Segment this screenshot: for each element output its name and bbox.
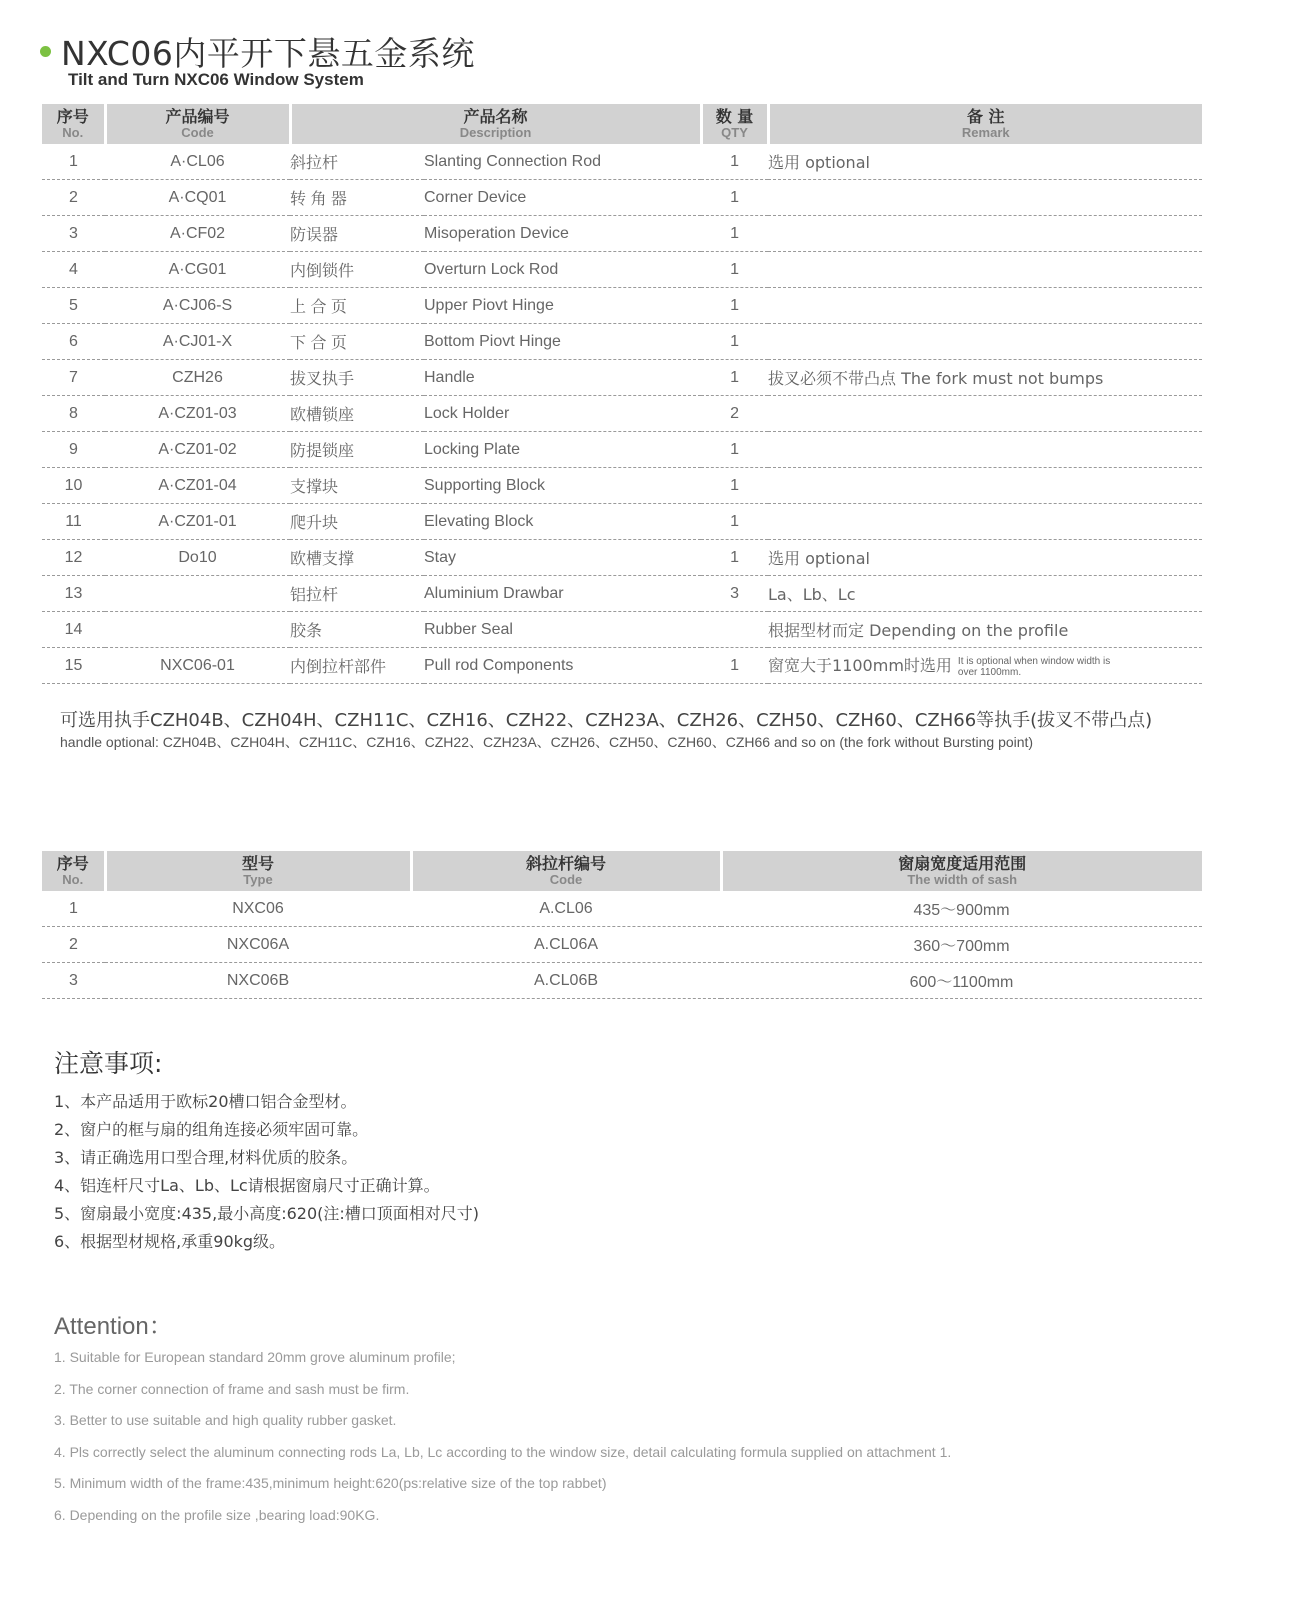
product-code: A·CZ01-03 (105, 396, 290, 432)
product-name-en: Lock Holder (424, 396, 701, 432)
table-row (42, 144, 1202, 180)
remark (768, 540, 1202, 576)
list-item: 5. Minimum width of the frame:435,minimum height:620(ps:relative size of the top rabbet) (54, 1475, 607, 1491)
header-type: 型号 Type (105, 851, 411, 891)
product-name-en: Corner Device (424, 180, 701, 216)
list-item: 3、请正确选用口型合理,材料优质的胶条。 (54, 1148, 358, 1167)
quantity: 1 (701, 360, 768, 396)
product-code: A·CJ06-S (105, 288, 290, 324)
attention-en-title: Attention： (54, 1313, 173, 1340)
remark-text: 窗宽大于1100mm时选用 (768, 656, 952, 676)
quantity: 1 (701, 504, 768, 540)
rod-code: A.CL06 (411, 891, 721, 927)
parts-table (42, 104, 1202, 684)
table-row (42, 927, 1202, 963)
product-code (105, 612, 290, 648)
product-name-en: Pull rod Components (424, 648, 701, 684)
table-row (42, 252, 1202, 288)
remark (768, 360, 1202, 396)
row-number: 5 (42, 288, 105, 324)
row-number: 10 (42, 468, 105, 504)
quantity: 3 (701, 576, 768, 612)
list-item: 2、窗户的框与扇的组角连接必须牢固可靠。 (54, 1120, 369, 1139)
remark (768, 468, 1202, 504)
attention-cn-title: 注意事项: (54, 1049, 163, 1078)
rod-code: A.CL06B (411, 963, 721, 999)
rod-code: A.CL06A (411, 927, 721, 963)
row-number: 1 (42, 144, 105, 180)
product-name-cn: 铝拉杆 (290, 576, 424, 612)
product-code: A·CL06 (105, 144, 290, 180)
header-code: 产品编号 Code (105, 104, 290, 144)
row-number: 3 (42, 216, 105, 252)
list-item: 5、窗扇最小宽度:435,最小高度:620(注:槽口顶面相对尺寸) (54, 1204, 480, 1223)
title-row (40, 28, 475, 75)
list-item: 4. Pls correctly select the aluminum connecting rods La, Lb, Lc according to the window size, detail calculating formula supplied on attachment 1. (54, 1443, 952, 1460)
row-number: 14 (42, 612, 105, 648)
quantity: 1 (701, 324, 768, 360)
list-item: 6. Depending on the profile size ,bearing load:90KG. (54, 1506, 380, 1523)
product-name-cn: 爬升块 (290, 504, 424, 540)
quantity: 1 (701, 288, 768, 324)
product-code: A·CG01 (105, 252, 290, 288)
header-rod-code: 斜拉杆编号 Code (411, 851, 721, 891)
remark-text: 拔叉必须不带凸点 The fork must not bumps (768, 369, 1104, 388)
product-name-en: Locking Plate (424, 432, 701, 468)
remark-text: 选用 optional (768, 153, 870, 172)
quantity: 1 (701, 540, 768, 576)
product-name-cn: 防提锁座 (290, 432, 424, 468)
table-row (42, 504, 1202, 540)
row-number: 2 (42, 927, 105, 963)
row-number: 9 (42, 432, 105, 468)
table-row (42, 180, 1202, 216)
list-item: 1、本产品适用于欧标20槽口铝合金型材。 (54, 1092, 357, 1111)
product-name-cn: 内倒锁件 (290, 252, 424, 288)
row-number: 15 (42, 648, 105, 684)
product-name-cn: 上 合 页 (290, 288, 424, 324)
product-code: A·CZ01-01 (105, 504, 290, 540)
table-row (42, 576, 1202, 612)
sash-width-range: 360～700mm (721, 927, 1202, 963)
product-name-cn: 支撑块 (290, 468, 424, 504)
page-title: NXC06内平开下悬五金系统 (61, 34, 475, 73)
product-code (105, 576, 290, 612)
product-name-cn: 下 合 页 (290, 324, 424, 360)
remark (768, 216, 1202, 252)
product-name-cn: 斜拉杆 (290, 144, 424, 180)
table-row (42, 396, 1202, 432)
remark (768, 324, 1202, 360)
table-row (42, 612, 1202, 648)
header-no: 序号 No. (42, 851, 105, 891)
header-qty: 数 量 QTY (701, 104, 768, 144)
attention-en-list (54, 1342, 951, 1531)
sash-width-range: 600～1100mm (721, 963, 1202, 999)
row-number: 3 (42, 963, 105, 999)
model-type: NXC06A (105, 927, 411, 963)
row-number: 8 (42, 396, 105, 432)
page-subtitle: Tilt and Turn NXC06 Window System (68, 70, 364, 89)
remark-small-note: It is optional when window width is over 1100mm. (957, 655, 1111, 678)
quantity: 1 (701, 432, 768, 468)
product-code: NXC06-01 (105, 648, 290, 684)
product-name-cn: 胶条 (290, 612, 424, 648)
sash-width-range: 435～900mm (721, 891, 1202, 927)
remark (768, 432, 1202, 468)
list-item: 1. Suitable for European standard 20mm grove aluminum profile; (54, 1349, 456, 1365)
handle-note-cn: 可选用执手CZH04B、CZH04H、CZH11C、CZH16、CZH22、CZH23A、CZH26、CZH50、CZH60、CZH66等执手(拔叉不带凸点) (60, 710, 1153, 731)
product-code: A·CZ01-02 (105, 432, 290, 468)
table-row (42, 540, 1202, 576)
product-name-en: Bottom Piovt Hinge (424, 324, 701, 360)
quantity (701, 612, 768, 648)
row-number: 6 (42, 324, 105, 360)
table-row (42, 891, 1202, 927)
product-name-en: Supporting Block (424, 468, 701, 504)
product-code: A·CF02 (105, 216, 290, 252)
header-no: 序号 No. (42, 104, 105, 144)
row-number: 13 (42, 576, 105, 612)
product-name-en: Upper Piovt Hinge (424, 288, 701, 324)
table-row (42, 468, 1202, 504)
row-number: 4 (42, 252, 105, 288)
product-name-cn: 转 角 器 (290, 180, 424, 216)
product-code: Do10 (105, 540, 290, 576)
table-row (42, 432, 1202, 468)
list-item: 2. The corner connection of frame and sash must be firm. (54, 1380, 410, 1397)
remark-text: 选用 optional (768, 549, 870, 568)
remark-text: 根据型材而定 Depending on the profile (768, 621, 1069, 640)
row-number: 7 (42, 360, 105, 396)
product-name-en: Slanting Connection Rod (424, 144, 701, 180)
row-number: 1 (42, 891, 105, 927)
header-remark: 备 注 Remark (768, 104, 1202, 144)
handle-note-en: handle optional: CZH04B、CZH04H、CZH11C、CZH16、CZH22、CZH23A、CZH26、CZH50、CZH60、CZH66 and so on (the fork without Bursting point) (60, 734, 1034, 750)
table-row (42, 360, 1202, 396)
product-name-cn: 欧槽锁座 (290, 396, 424, 432)
model-type: NXC06B (105, 963, 411, 999)
quantity: 1 (701, 216, 768, 252)
remark-text: La、Lb、Lc (768, 585, 856, 604)
attention-cn-list (54, 1088, 479, 1256)
row-number: 12 (42, 540, 105, 576)
remark (768, 396, 1202, 432)
parts-table-header (42, 104, 1202, 144)
model-type: NXC06 (105, 891, 411, 927)
bullet-dot-icon (40, 46, 51, 57)
table-row (42, 324, 1202, 360)
table-row (42, 216, 1202, 252)
remark (768, 504, 1202, 540)
remark (768, 252, 1202, 288)
list-item: 3. Better to use suitable and high quality rubber gasket. (54, 1412, 397, 1428)
remark (768, 180, 1202, 216)
table-row (42, 963, 1202, 999)
product-name-cn: 防误器 (290, 216, 424, 252)
remark (768, 288, 1202, 324)
product-name-en: Handle (424, 360, 701, 396)
list-item: 6、根据型材规格,承重90kg级。 (54, 1232, 286, 1251)
quantity: 1 (701, 468, 768, 504)
list-item: 4、铝连杆尺寸La、Lb、Lc请根据窗扇尺寸正确计算。 (54, 1176, 440, 1195)
table-row (42, 648, 1202, 684)
product-code: A·CZ01-04 (105, 468, 290, 504)
quantity: 1 (701, 648, 768, 684)
product-name-cn: 欧槽支撑 (290, 540, 424, 576)
remark (768, 576, 1202, 612)
product-code: A·CJ01-X (105, 324, 290, 360)
product-name-cn: 内倒拉杆部件 (290, 648, 424, 684)
table-row (42, 288, 1202, 324)
remark (768, 612, 1202, 648)
remark (768, 648, 1202, 684)
quantity: 1 (701, 180, 768, 216)
row-number: 11 (42, 504, 105, 540)
product-name-cn: 拔叉执手 (290, 360, 424, 396)
quantity: 2 (701, 396, 768, 432)
product-name-en: Stay (424, 540, 701, 576)
product-name-en: Aluminium Drawbar (424, 576, 701, 612)
row-number: 2 (42, 180, 105, 216)
remark (768, 144, 1202, 180)
product-code: CZH26 (105, 360, 290, 396)
header-description: 产品名称 Description (290, 104, 701, 144)
product-name-en: Misoperation Device (424, 216, 701, 252)
product-code: A·CQ01 (105, 180, 290, 216)
product-name-en: Overturn Lock Rod (424, 252, 701, 288)
header-sash-width: 窗扇宽度适用范围 The width of sash (721, 851, 1202, 891)
quantity: 1 (701, 252, 768, 288)
product-name-en: Elevating Block (424, 504, 701, 540)
type-table-header (42, 851, 1202, 891)
type-table (42, 851, 1202, 999)
product-name-en: Rubber Seal (424, 612, 701, 648)
quantity: 1 (701, 144, 768, 180)
